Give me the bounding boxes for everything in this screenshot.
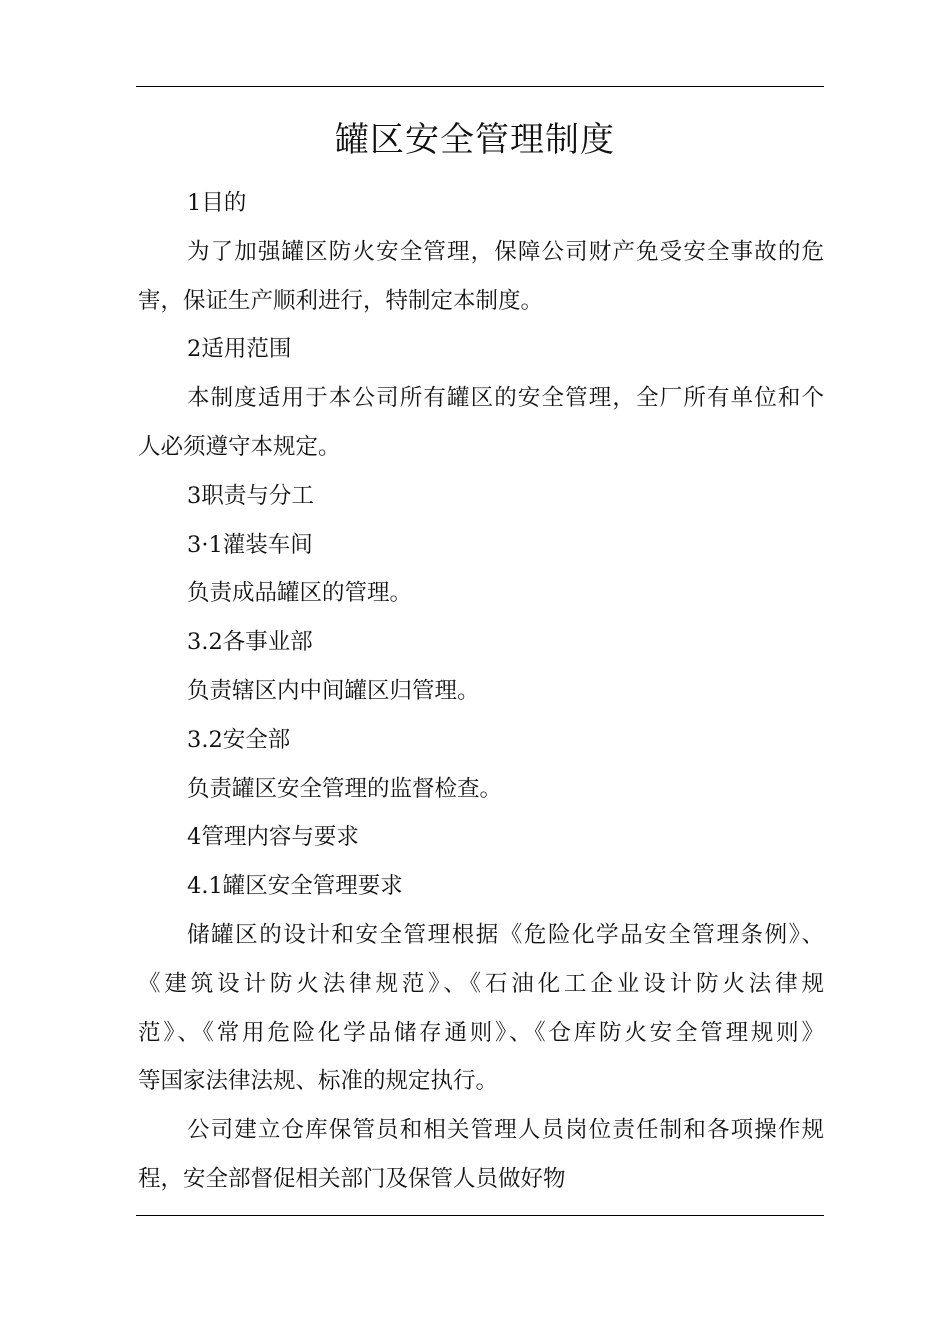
paragraph-line: 负责成品罐区的管理。 bbox=[187, 580, 413, 607]
paragraph-line: 人必须遵守本规定。 bbox=[138, 433, 341, 460]
document-body bbox=[138, 179, 824, 1204]
paragraph-line: 本制度适用于本公司所有罐区的安全管理，全厂所有单位和个 bbox=[187, 385, 824, 412]
document-title: 罐区安全管理制度 bbox=[335, 120, 615, 160]
section-heading-purpose: 1目的 bbox=[187, 190, 247, 216]
paragraph-line: 程，安全部督促相关部门及保管人员做好物 bbox=[138, 1165, 566, 1192]
subsection-heading: 4.1罐区安全管理要求 bbox=[187, 873, 403, 900]
subsection-heading: 3.2各事业部 bbox=[187, 629, 313, 656]
paragraph-line: 负责罐区安全管理的监督检查。 bbox=[187, 775, 503, 802]
section-heading-requirements: 4管理内容与要求 bbox=[187, 824, 359, 851]
section-heading-scope: 2适用范围 bbox=[187, 336, 292, 363]
footer-rule bbox=[136, 1215, 824, 1216]
header-rule bbox=[136, 86, 824, 87]
subsection-heading: 3·1灌装车间 bbox=[187, 531, 313, 558]
paragraph-line: 《建筑设计防火法律规范》、《石油化工企业设计防火法律规 bbox=[138, 970, 824, 997]
paragraph-line: 为了加强罐区防火安全管理，保障公司财产免受安全事故的危 bbox=[187, 238, 824, 265]
subsection-heading: 3.2安全部 bbox=[187, 726, 291, 753]
paragraph-line: 害，保证生产顺利进行，特制定本制度。 bbox=[138, 287, 544, 314]
paragraph-line: 等国家法律法规、标准的规定执行。 bbox=[138, 1068, 499, 1095]
section-heading-responsibilities: 3职责与分工 bbox=[187, 482, 314, 509]
paragraph-line: 储罐区的设计和安全管理根据《危险化学品安全管理条例》、 bbox=[187, 921, 824, 948]
paragraph-line: 范》、《常用危险化学品储存通则》、《仓库防火安全管理规则》 bbox=[138, 1019, 824, 1046]
paragraph-line: 负责辖区内中间罐区归管理。 bbox=[187, 677, 480, 704]
paragraph-line: 公司建立仓库保管员和相关管理人员岗位责任制和各项操作规 bbox=[187, 1117, 824, 1144]
